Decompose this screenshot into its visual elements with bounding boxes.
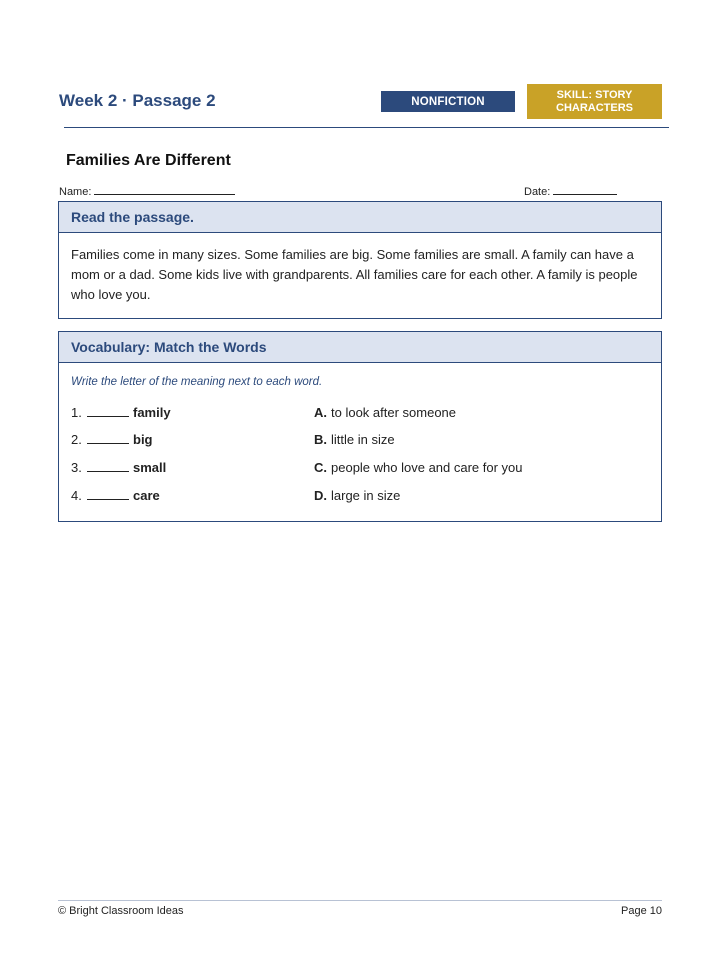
week-passage-title: Week 2 · Passage 2: [59, 91, 216, 110]
vocab-word: family: [133, 405, 171, 420]
footer-divider: [58, 900, 662, 901]
vocab-meaning: [314, 488, 400, 503]
date-blank-line[interactable]: [553, 184, 617, 195]
vocab-number: 3.: [71, 460, 82, 475]
passage-text: Families come in many sizes. Some families are big. Some families are small. A family can have a mom or a dad. Some kids live with grandparents. All families care for each other. A family is people who love you.: [71, 247, 638, 302]
vocab-item: [71, 488, 651, 506]
meaning-letter: A.: [314, 405, 327, 420]
genre-tag: NONFICTION: [381, 91, 515, 112]
meaning-text: little in size: [331, 432, 395, 447]
meaning-text: people who love and care for you: [331, 460, 523, 475]
vocabulary-heading: Vocabulary: Match the Words: [59, 332, 661, 363]
skill-tag: [527, 84, 662, 119]
vocab-word: small: [133, 460, 167, 475]
header-divider: [64, 127, 669, 128]
answer-blank[interactable]: [87, 406, 129, 417]
answer-blank[interactable]: [87, 489, 129, 500]
vocab-item: [71, 405, 651, 423]
name-label: Name:: [59, 186, 92, 198]
passage-heading: Read the passage.: [59, 202, 661, 233]
footer-page-number: Page 10: [621, 905, 662, 917]
vocab-meaning: [314, 405, 456, 420]
vocab-number: 2.: [71, 432, 82, 447]
vocabulary-instruction: Write the letter of the meaning next to each word.: [71, 376, 323, 388]
vocabulary-box: [58, 331, 662, 522]
meaning-letter: B.: [314, 432, 327, 447]
vocab-item: [71, 460, 651, 478]
vocab-word: care: [133, 488, 160, 503]
meaning-text: large in size: [331, 488, 401, 503]
meaning-text: to look after someone: [331, 405, 457, 420]
vocab-word: big: [133, 432, 153, 447]
vocab-number: 4.: [71, 488, 82, 503]
passage-box: [58, 201, 662, 319]
vocab-meaning: [314, 432, 395, 447]
name-blank-line[interactable]: [94, 184, 235, 195]
vocab-item: [71, 432, 651, 450]
meaning-letter: C.: [314, 460, 327, 475]
answer-blank[interactable]: [87, 461, 129, 472]
meaning-letter: D.: [314, 488, 327, 503]
skill-tag-label: SKILL: STORY CHARACTERS: [556, 88, 633, 114]
name-field: [59, 184, 235, 198]
vocab-number: 1.: [71, 405, 82, 420]
footer-copyright: © Bright Classroom Ideas: [58, 905, 184, 917]
date-field: [524, 184, 617, 198]
document-title: Families Are Different: [66, 152, 231, 169]
date-label: Date:: [524, 186, 551, 198]
vocab-meaning: [314, 460, 523, 475]
answer-blank[interactable]: [87, 433, 129, 444]
